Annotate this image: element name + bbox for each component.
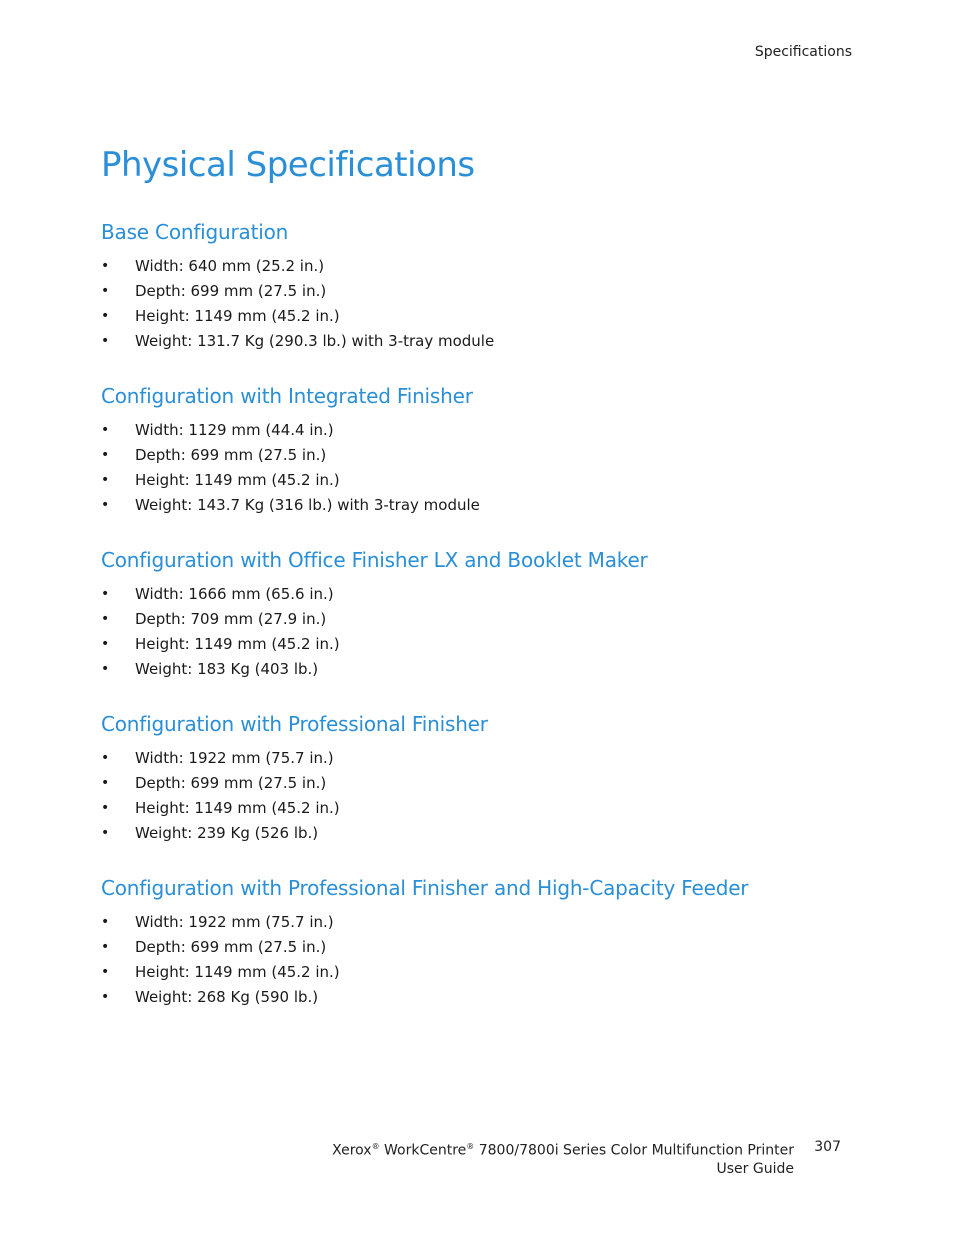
bullet-icon: • (101, 447, 110, 463)
list-item (101, 468, 861, 493)
list-item-text: Width: 1129 mm (44.4 in.) (135, 421, 334, 439)
section-professional-finisher-hcf (101, 874, 861, 1010)
bullet-icon: • (101, 283, 110, 299)
spec-list (101, 254, 861, 354)
bullet-icon: • (101, 258, 110, 274)
registered-mark: ® (371, 1142, 380, 1151)
list-item-text: Depth: 699 mm (27.5 in.) (135, 774, 327, 792)
list-item (101, 607, 861, 632)
running-header: Specifications (754, 44, 852, 60)
list-item (101, 910, 861, 935)
list-item-text: Height: 1149 mm (45.2 in.) (135, 963, 340, 981)
bullet-icon: • (101, 611, 110, 627)
bullet-icon: • (101, 422, 110, 438)
bullet-icon: • (101, 825, 110, 841)
footer-product-info (332, 1138, 794, 1178)
list-item (101, 582, 861, 607)
section-heading: Configuration with Office Finisher LX and Booklet Maker (101, 548, 648, 572)
list-item-text: Weight: 143.7 Kg (316 lb.) with 3-tray module (135, 496, 480, 514)
list-item (101, 304, 861, 329)
bullet-icon: • (101, 964, 110, 980)
footer-brand: Xerox (332, 1142, 372, 1159)
spec-list (101, 582, 861, 682)
bullet-icon: • (101, 775, 110, 791)
spec-list (101, 746, 861, 846)
list-item-text: Height: 1149 mm (45.2 in.) (135, 471, 340, 489)
bullet-icon: • (101, 939, 110, 955)
list-item (101, 279, 861, 304)
page-content (101, 140, 861, 1010)
list-item-text: Weight: 183 Kg (403 lb.) (135, 660, 319, 678)
list-item (101, 935, 861, 960)
list-item-text: Width: 640 mm (25.2 in.) (135, 257, 325, 275)
list-item-text: Width: 1666 mm (65.6 in.) (135, 585, 334, 603)
list-item-text: Height: 1149 mm (45.2 in.) (135, 307, 340, 325)
section-heading: Base Configuration (101, 220, 289, 244)
section-heading: Configuration with Professional Finisher and High-Capacity Feeder (101, 876, 749, 900)
list-item (101, 746, 861, 771)
bullet-icon: • (101, 636, 110, 652)
footer-doc-type: User Guide (716, 1160, 794, 1177)
bullet-icon: • (101, 497, 110, 513)
list-item-text: Height: 1149 mm (45.2 in.) (135, 635, 340, 653)
bullet-icon: • (101, 989, 110, 1005)
bullet-icon: • (101, 661, 110, 677)
list-item (101, 985, 861, 1010)
section-integrated-finisher (101, 382, 861, 518)
bullet-icon: • (101, 472, 110, 488)
section-professional-finisher (101, 710, 861, 846)
list-item-text: Width: 1922 mm (75.7 in.) (135, 913, 334, 931)
list-item (101, 493, 861, 518)
list-item (101, 443, 861, 468)
bullet-icon: • (101, 750, 110, 766)
bullet-icon: • (101, 308, 110, 324)
list-item-text: Depth: 699 mm (27.5 in.) (135, 282, 327, 300)
list-item-text: Depth: 699 mm (27.5 in.) (135, 938, 327, 956)
list-item-text: Height: 1149 mm (45.2 in.) (135, 799, 340, 817)
bullet-icon: • (101, 800, 110, 816)
registered-mark: ® (466, 1142, 475, 1151)
page-number: 307 (814, 1139, 841, 1155)
list-item (101, 771, 861, 796)
list-item-text: Weight: 268 Kg (590 lb.) (135, 988, 319, 1006)
list-item (101, 632, 861, 657)
list-item (101, 418, 861, 443)
section-office-finisher-lx (101, 546, 861, 682)
section-base-configuration (101, 218, 861, 354)
list-item-text: Weight: 131.7 Kg (290.3 lb.) with 3-tray module (135, 332, 495, 350)
list-item (101, 960, 861, 985)
bullet-icon: • (101, 586, 110, 602)
list-item-text: Depth: 699 mm (27.5 in.) (135, 446, 327, 464)
list-item (101, 821, 861, 846)
footer-product: WorkCentre (384, 1142, 467, 1159)
list-item (101, 254, 861, 279)
list-item-text: Width: 1922 mm (75.7 in.) (135, 749, 334, 767)
footer-product-line (332, 1138, 794, 1160)
bullet-icon: • (101, 333, 110, 349)
list-item (101, 796, 861, 821)
page-title: Physical Specifications (101, 145, 475, 185)
spec-list (101, 910, 861, 1010)
bullet-icon: • (101, 914, 110, 930)
section-heading: Configuration with Professional Finisher (101, 712, 488, 736)
list-item (101, 329, 861, 354)
list-item-text: Weight: 239 Kg (526 lb.) (135, 824, 319, 842)
section-heading: Configuration with Integrated Finisher (101, 384, 473, 408)
list-item-text: Depth: 709 mm (27.9 in.) (135, 610, 327, 628)
spec-list (101, 418, 861, 518)
list-item (101, 657, 861, 682)
footer-product-rest: 7800/7800i Series Color Multifunction Printer (474, 1142, 794, 1159)
